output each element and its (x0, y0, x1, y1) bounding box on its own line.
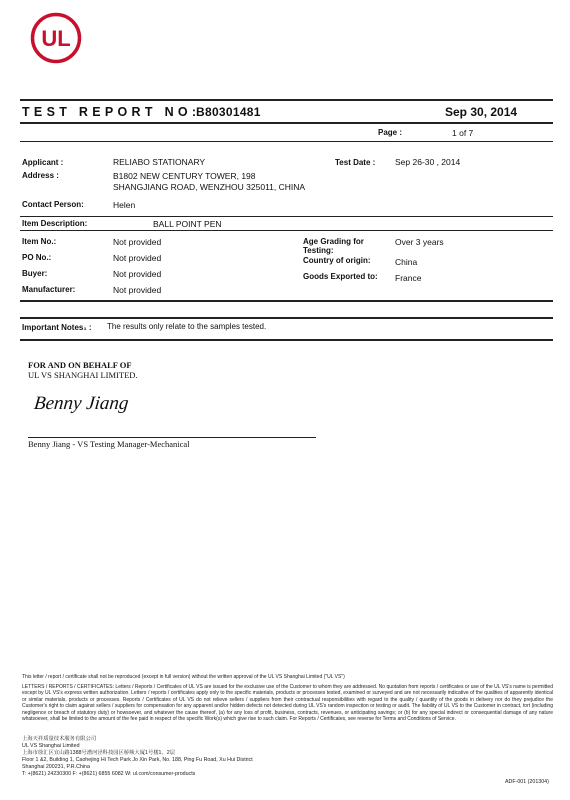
applicant-value: RELIABO STATIONARY (113, 157, 206, 167)
test-date-value: Sep 26-30 , 2014 (395, 157, 461, 167)
address-chinese: 上海市徐汇区宜山路1388号漕河泾科技园区桥频大厦1号楼1、2层 (22, 750, 176, 756)
ul-logo (30, 12, 82, 64)
applicant-rule (20, 216, 553, 217)
manufacturer-value: Not provided (113, 285, 162, 295)
item-description-value: BALL POINT PEN (153, 219, 222, 229)
item-rule (20, 300, 553, 302)
signature-rule (28, 437, 316, 438)
age-grading-label-1: Age Grading for (303, 237, 364, 246)
buyer-value: Not provided (113, 269, 162, 279)
report-date: Sep 30, 2014 (445, 105, 518, 119)
report-title: TEST REPORT NO: (22, 105, 201, 119)
page-label: Page : (378, 128, 403, 137)
handwritten-signature: Benny Jiang (32, 393, 130, 414)
terms-paragraph: LETTERS / REPORTS / CERTIFICATES: Letters / Reports / Certificates of UL VS are issued for the exclusive use of the Customer to whom they are addressed. No quotation from reports / certificates or use of the UL VS's name is permitted except by UL VS's express written authorization. Letters / reports / certificates apply only to the specific materials, products or processes tested, examined or surveyed and are not necessarily indicative of the qualities of apparently identical or similar materials, products or processes. Reports / Certificates of UL VS do not relieve sellers / suppliers from their contractual responsibilities with regard to the quality / quantity of the goods in delivery nor do they prejudice the Customer's right to claim against sellers / suppliers for compensation for any apparent and/or hidden defects not detected during UL VS's random inspection or testing or audit. The liability of UL VS to the Customer in contract, tort (including negligence or breach of statutory duty) or howsoever, and whatever the cause thereof, (a) for any loss of profit, business, contracts, revenues, or anticipating savings; or (b) for any special indirect or consequential damage of any nature whatsoever, shall be limited to the amount of the fee paid in respect of the specific Work(s) which give rise to such claim. For Reports / Certificates, see reverse for Terms and Conditions of Service. (22, 684, 553, 723)
po-no-label: PO No.: (22, 253, 52, 262)
ul-logo-text: UL (41, 26, 71, 51)
page-rule (20, 141, 553, 142)
signer-name: Benny Jiang - VS Testing Manager-Mechanical (28, 439, 190, 449)
company-chinese: 上海天祥质量技术服务有限公司 (22, 736, 97, 742)
notes-label: Important Notes₁ : (22, 323, 92, 332)
page-value: 1 of 7 (452, 128, 474, 138)
item-description-label: Item Description: (22, 219, 88, 228)
description-rule (20, 230, 553, 231)
buyer-label: Buyer: (22, 269, 48, 278)
top-rule (20, 99, 553, 101)
title-rule (20, 122, 553, 124)
behalf-line: FOR AND ON BEHALF OF (28, 360, 132, 370)
reproduction-notice: This letter / report / certificate shall not be reproduced (except in full version) without the written approval of the UL VS Shanghai Limited ("UL VS") (22, 674, 345, 680)
item-no-label: Item No.: (22, 237, 57, 246)
address-english: Floor 1 &2, Building 1, Caohejing Hi Tech Park Jo Xin Park, No. 188, Ping Fu Road, Xu Hui District (22, 757, 253, 763)
applicant-label: Applicant : (22, 158, 64, 167)
contact-line: T: +(8621) 24230300 F: +(8621) 6855 6082 W: ul.com/consumer-products (22, 771, 196, 777)
document-code: ADF-001 (201304) (505, 779, 549, 785)
age-grading-label-2: Testing: (303, 246, 334, 255)
test-date-label: Test Date : (335, 158, 376, 167)
behalf-company: UL VS SHANGHAI LIMITED. (28, 370, 138, 380)
exported-label: Goods Exported to: (303, 272, 378, 281)
address-line-1: B1802 NEW CENTURY TOWER, 198 (113, 171, 256, 181)
notes-bottom-rule (20, 339, 553, 341)
exported-value: France (395, 273, 422, 283)
contact-value: Helen (113, 200, 136, 210)
item-no-value: Not provided (113, 237, 162, 247)
manufacturer-label: Manufacturer: (22, 285, 76, 294)
age-grading-value: Over 3 years (395, 237, 444, 247)
notes-text: The results only relate to the samples tested. (107, 322, 267, 331)
company-english: UL VS Shanghai Limited (22, 743, 80, 749)
origin-label: Country of origin: (303, 256, 371, 265)
contact-label: Contact Person: (22, 200, 84, 209)
address-label: Address : (22, 171, 59, 180)
origin-value: China (395, 257, 418, 267)
po-no-value: Not provided (113, 253, 162, 263)
notes-top-rule (20, 317, 553, 319)
report-number: B80301481 (196, 105, 261, 119)
city-line: Shanghai 200231, P.R.China (22, 764, 90, 770)
address-line-2: SHANGJIANG ROAD, WENZHOU 325011, CHINA (113, 182, 306, 192)
